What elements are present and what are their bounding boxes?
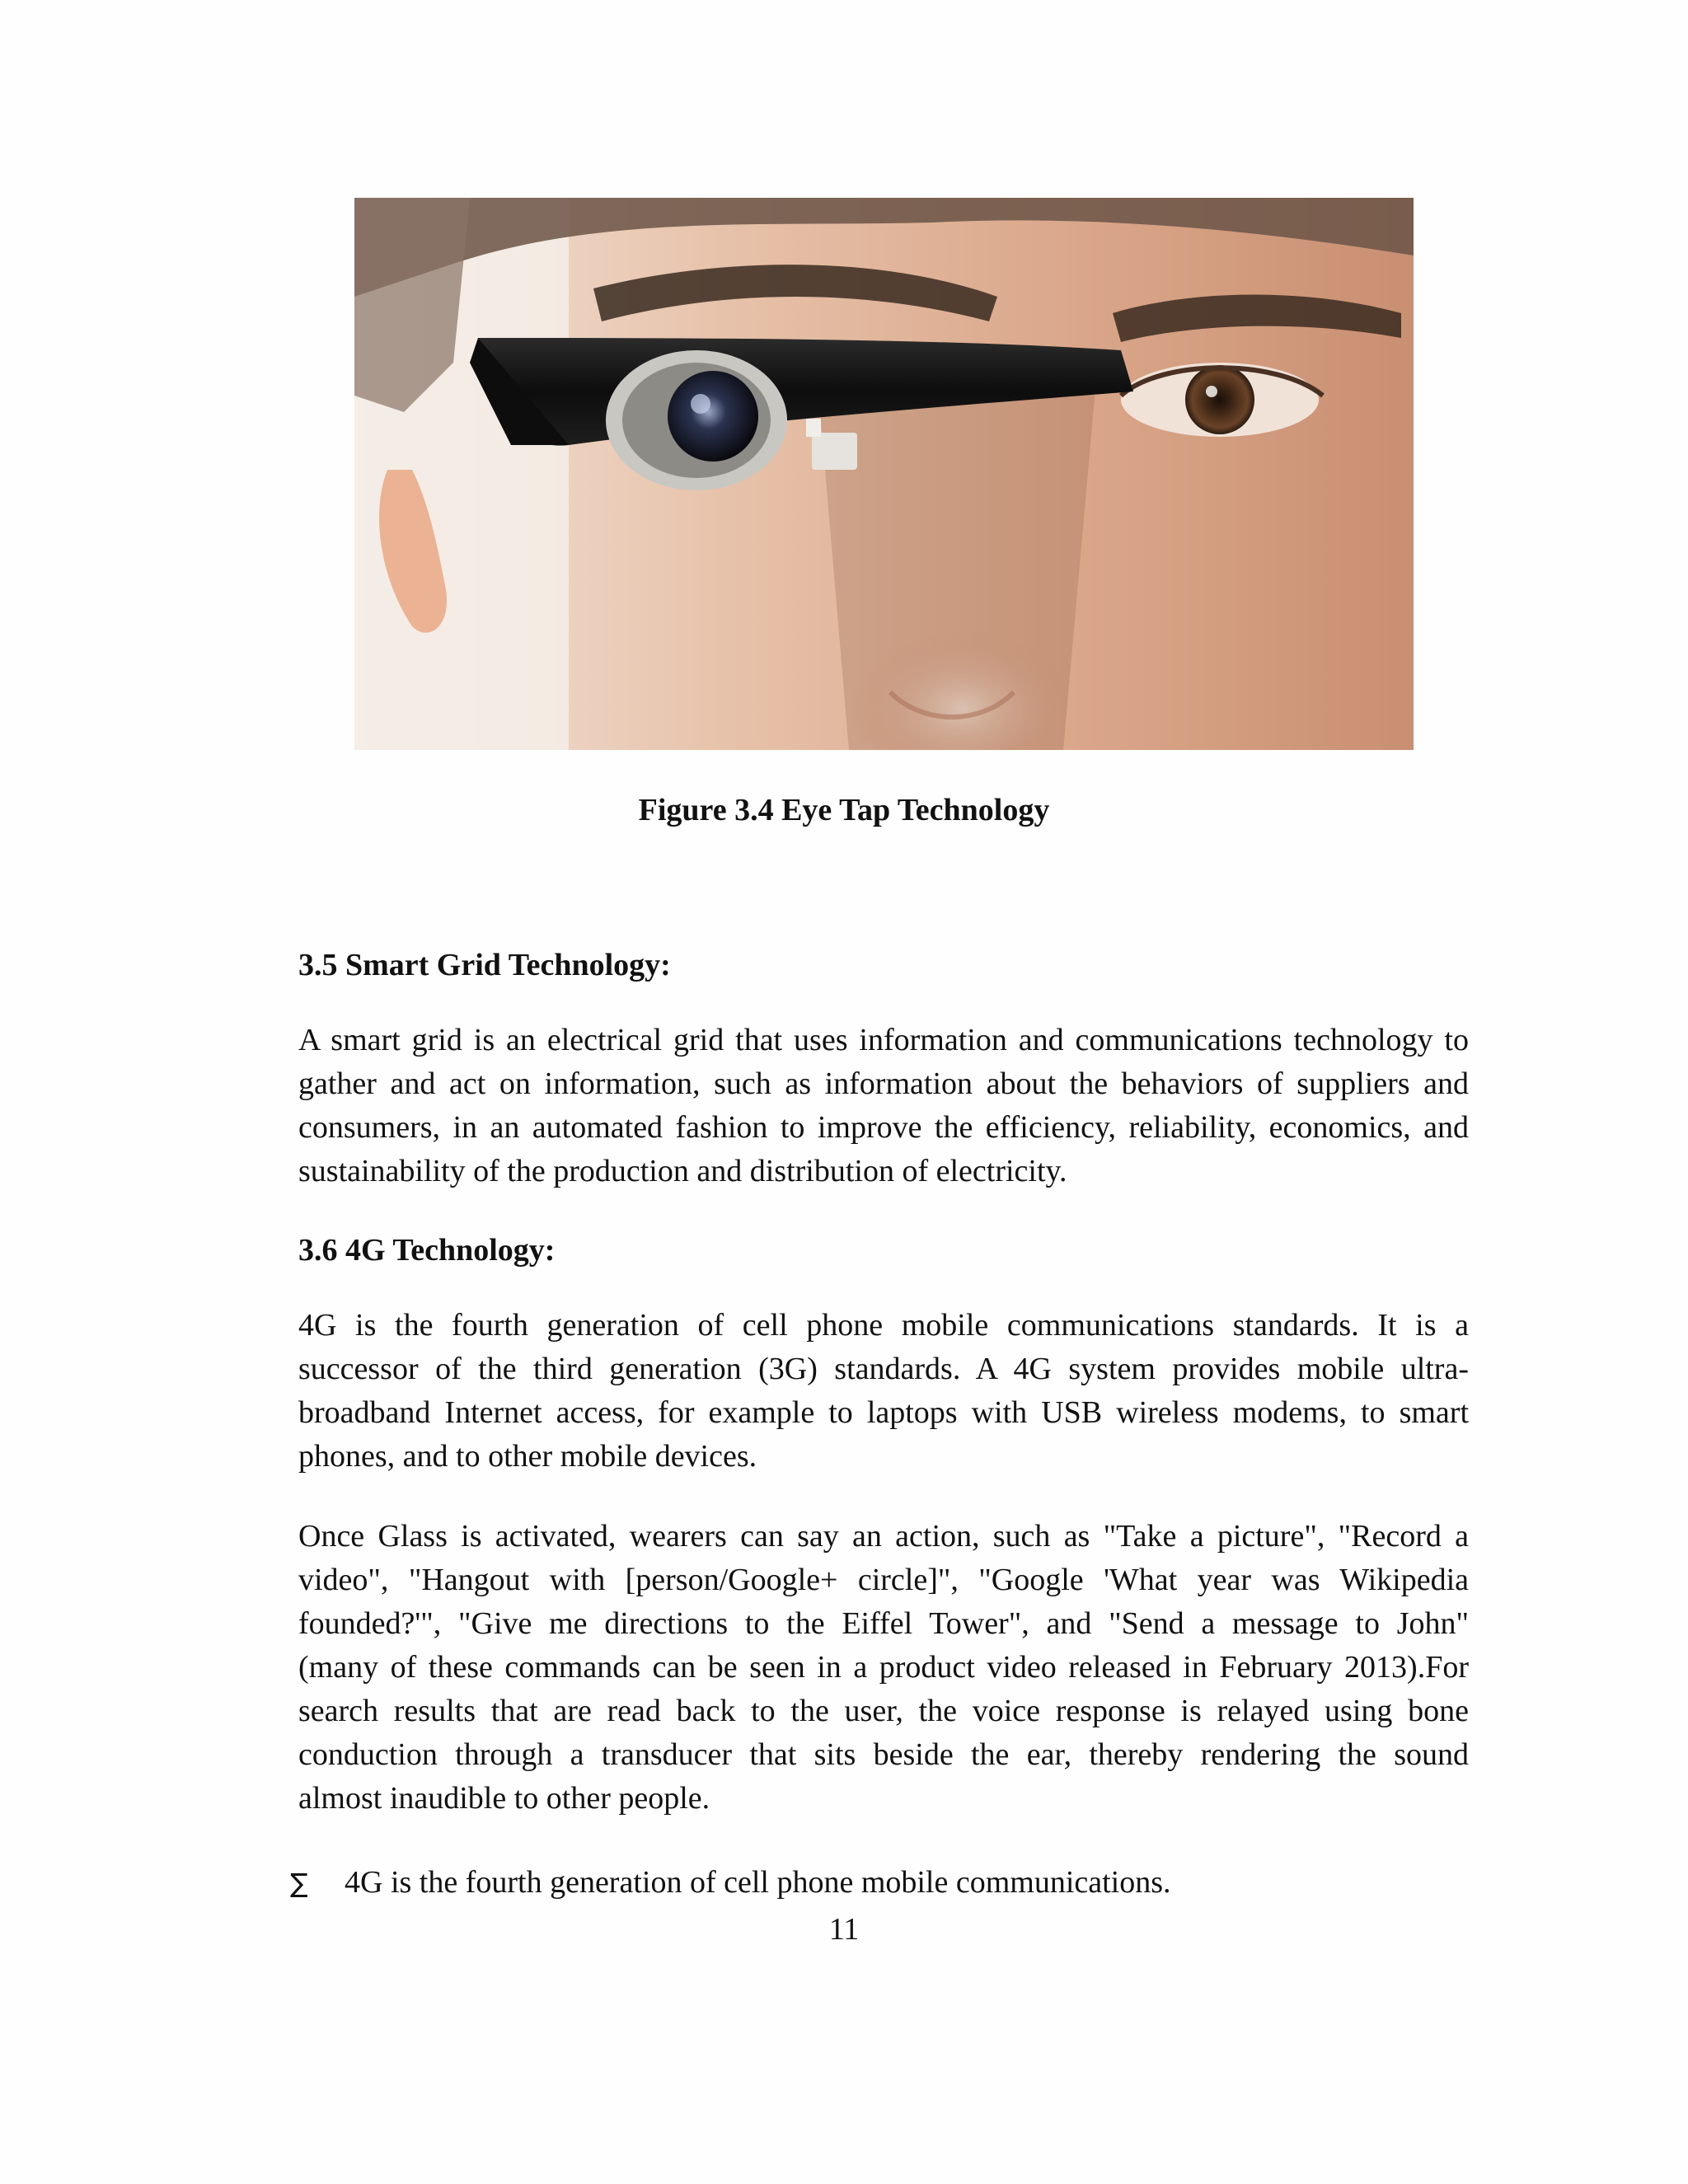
paragraph-line: gather and act on information, such as information about the behaviors of suppliers and bbox=[298, 1066, 1469, 1101]
paragraph-4g-intro bbox=[298, 1304, 1469, 1479]
paragraph-line: video", "Hangout with [person/Google+ circle]", "Google 'What year was Wikipedia bbox=[298, 1563, 1469, 1597]
page-number: 11 bbox=[828, 1912, 860, 1947]
figure-caption: Figure 3.4 Eye Tap Technology bbox=[638, 793, 1050, 827]
paragraph-line: search results that are read back to the user, the voice response is relayed using bone bbox=[298, 1694, 1469, 1728]
paragraph-line: A smart grid is an electrical grid that uses information and communications technology to bbox=[298, 1023, 1469, 1057]
paragraph-line: 4G is the fourth generation of cell phone mobile communications standards. It is a bbox=[298, 1308, 1469, 1343]
paragraph-line: almost inaudible to other people. bbox=[298, 1781, 710, 1816]
eye-tap-photo bbox=[354, 198, 1414, 750]
bullet-text: 4G is the fourth generation of cell phone mobile communications. bbox=[345, 1865, 1171, 1900]
paragraph-line: Once Glass is activated, wearers can say an action, such as "Take a picture", "Record a bbox=[298, 1519, 1469, 1554]
paragraph-line: successor of the third generation (3G) standards. A 4G system provides mobile ultra- bbox=[298, 1352, 1469, 1386]
paragraph-glass-commands bbox=[298, 1515, 1469, 1821]
paragraph-line: (many of these commands can be seen in a product video released in February 2013).For bbox=[298, 1650, 1469, 1685]
summation-bullet-icon: ∑ bbox=[290, 1868, 308, 1899]
paragraph-line: consumers, in an automated fashion to improve the efficiency, reliability, economics, and bbox=[298, 1110, 1469, 1145]
paragraph-line: conduction through a transducer that sits beside the ear, thereby rendering the sound bbox=[298, 1737, 1469, 1772]
bullet-item bbox=[290, 1861, 1171, 1905]
paragraph-line: founded?'", "Give me directions to the Eiffel Tower", and "Send a message to John" bbox=[298, 1606, 1469, 1641]
paragraph-line: sustainability of the production and distribution of electricity. bbox=[298, 1154, 1067, 1188]
paragraph-line: phones, and to other mobile devices. bbox=[298, 1439, 757, 1474]
section-heading-4g: 3.6 4G Technology: bbox=[298, 1233, 556, 1268]
paragraph-smart-grid bbox=[298, 1019, 1469, 1193]
section-heading-smart-grid: 3.5 Smart Grid Technology: bbox=[298, 948, 671, 982]
paragraph-line: broadband Internet access, for example to laptops with USB wireless modems, to smart bbox=[298, 1395, 1469, 1430]
